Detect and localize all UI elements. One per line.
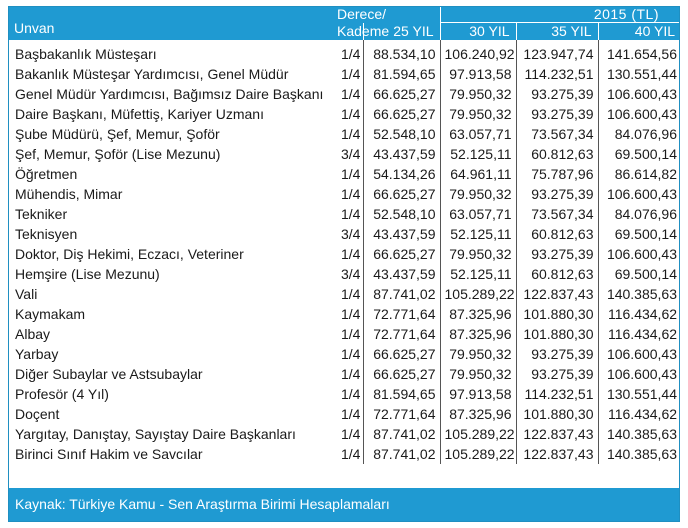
row-derece-kademe: 1/4 [341,406,361,422]
row-value-35-yil: 93.275,39 [516,84,598,104]
row-value-35-yil: 122.837,43 [516,444,598,464]
table-row [9,444,680,464]
row-value-25-yil: 87.741,02 [363,444,440,464]
row-value-35-yil: 93.275,39 [516,184,598,204]
row-value-30-yil: 63.057,71 [440,124,516,144]
row-value-25-yil: 43.437,59 [363,224,440,244]
table-row [9,40,680,64]
row-title: Şube Müdürü, Şef, Memur, Şoför [15,126,220,142]
row-value-40-yil: 84.076,96 [598,124,680,144]
row-value-30-yil: 97.913,58 [440,64,516,84]
table-row [9,424,680,444]
row-value-30-yil: 79.950,32 [440,84,516,104]
row-value-40-yil: 116.434,62 [598,304,680,324]
row-value-35-yil: 101.880,30 [516,404,598,424]
row-derece-kademe: 1/4 [341,86,361,102]
table-row [9,184,680,204]
row-value-35-yil: 73.567,34 [516,204,598,224]
header-col-30: 30 YIL [440,23,516,41]
row-value-35-yil: 122.837,43 [516,284,598,304]
table-header [9,7,680,40]
row-title: Profesör (4 Yıl) [15,386,109,402]
row-derece-kademe: 1/4 [341,426,361,442]
row-value-30-yil: 79.950,32 [440,104,516,124]
table-row [9,364,680,384]
row-value-40-yil: 116.434,62 [598,324,680,344]
salary-table-frame [8,6,680,522]
row-title: Başbakanlık Müsteşarı [15,46,157,62]
row-value-35-yil: 101.880,30 [516,324,598,344]
row-value-40-yil: 106.600,43 [598,344,680,364]
row-value-30-yil: 52.125,11 [440,224,516,244]
row-value-40-yil: 130.551,44 [598,64,680,84]
row-value-35-yil: 60.812,63 [516,224,598,244]
row-title: Mühendis, Mimar [15,186,123,202]
row-value-35-yil: 93.275,39 [516,244,598,264]
row-value-40-yil: 106.600,43 [598,104,680,124]
row-title: Bakanlık Müsteşar Yardımcısı, Genel Müdür [15,66,289,82]
row-title: Doktor, Diş Hekimi, Eczacı, Veteriner [15,246,244,262]
row-title: Daire Başkanı, Müfettiş, Kariyer Uzmanı [15,106,264,122]
row-value-25-yil: 88.534,10 [363,40,440,64]
table-row [9,204,680,224]
row-derece-kademe: 1/4 [341,246,361,262]
table-row [9,404,680,424]
row-value-35-yil: 75.787,96 [516,164,598,184]
table-row [9,384,680,404]
table-row [9,244,680,264]
row-title: Yarbay [15,346,59,362]
row-derece-kademe: 1/4 [341,306,361,322]
row-value-30-yil: 79.950,32 [440,244,516,264]
table-row [9,344,680,364]
table-row [9,144,680,164]
row-value-40-yil: 86.614,82 [598,164,680,184]
row-value-25-yil: 87.741,02 [363,284,440,304]
row-value-35-yil: 93.275,39 [516,104,598,124]
table-row [9,124,680,144]
row-derece-kademe: 1/4 [341,166,361,182]
row-derece-kademe: 1/4 [341,386,361,402]
row-derece-kademe: 1/4 [341,126,361,142]
header-col-25: 25 YIL [363,23,440,41]
row-derece-kademe: 1/4 [341,366,361,382]
row-value-40-yil: 69.500,14 [598,144,680,164]
row-value-35-yil: 114.232,51 [516,384,598,404]
row-value-35-yil: 122.837,43 [516,424,598,444]
row-value-25-yil: 43.437,59 [363,144,440,164]
row-value-25-yil: 72.771,64 [363,324,440,344]
row-value-35-yil: 93.275,39 [516,364,598,384]
row-derece-kademe: 1/4 [341,206,361,222]
table-row [9,104,680,124]
row-title: Albay [15,326,51,342]
row-value-30-yil: 79.950,32 [440,364,516,384]
table-row [9,264,680,284]
row-value-25-yil: 66.625,27 [363,244,440,264]
table-row [9,64,680,84]
row-value-30-yil: 79.950,32 [440,184,516,204]
row-value-35-yil: 114.232,51 [516,64,598,84]
row-title: Kaymakam [15,306,86,322]
row-value-35-yil: 60.812,63 [516,264,598,284]
row-value-25-yil: 43.437,59 [363,264,440,284]
row-derece-kademe: 1/4 [341,186,361,202]
row-value-40-yil: 130.551,44 [598,384,680,404]
row-title: Doçent [15,406,60,422]
source-footer: Kaynak: Türkiye Kamu - Sen Araştırma Birimi Hesaplamaları [9,488,679,521]
row-value-25-yil: 52.548,10 [363,124,440,144]
table-row [9,224,680,244]
header-year: 2015 (TL) [440,7,680,23]
row-value-40-yil: 140.385,63 [598,424,680,444]
row-derece-kademe: 3/4 [341,146,361,162]
row-value-30-yil: 106.240,92 [440,40,516,64]
row-value-35-yil: 101.880,30 [516,304,598,324]
row-title: Birinci Sınıf Hakim ve Savcılar [15,446,203,462]
row-title: Yargıtay, Danıştay, Sayıştay Daire Başkanları [15,426,296,442]
row-derece-kademe: 1/4 [341,66,361,82]
row-value-25-yil: 66.625,27 [363,344,440,364]
row-value-40-yil: 116.434,62 [598,404,680,424]
row-title: Vali [15,286,38,302]
row-value-40-yil: 140.385,63 [598,444,680,464]
row-derece-kademe: 3/4 [341,266,361,282]
row-value-40-yil: 69.500,14 [598,224,680,244]
row-title: Öğretmen [15,166,78,182]
table-row [9,304,680,324]
row-value-30-yil: 63.057,71 [440,204,516,224]
row-derece-kademe: 1/4 [341,106,361,122]
salary-table [9,7,680,464]
row-value-30-yil: 87.325,96 [440,304,516,324]
row-value-30-yil: 79.950,32 [440,344,516,364]
table-body [9,40,680,464]
row-value-25-yil: 87.741,02 [363,424,440,444]
row-value-40-yil: 141.654,56 [598,40,680,64]
header-kademe: Kademe [337,22,390,39]
row-title: Genel Müdür Yardımcısı, Bağımsız Daire Başkanı [15,86,324,102]
row-value-35-yil: 123.947,74 [516,40,598,64]
row-value-25-yil: 66.625,27 [363,364,440,384]
table-row [9,324,680,344]
row-value-40-yil: 106.600,43 [598,364,680,384]
row-value-40-yil: 106.600,43 [598,184,680,204]
row-derece-kademe: 3/4 [341,226,361,242]
row-derece-kademe: 1/4 [341,46,361,62]
row-title: Tekniker [15,206,68,222]
header-unvan: Unvan [14,20,55,36]
row-value-25-yil: 72.771,64 [363,304,440,324]
row-value-30-yil: 105.289,22 [440,444,516,464]
row-value-40-yil: 84.076,96 [598,204,680,224]
row-derece-kademe: 1/4 [341,346,361,362]
row-value-40-yil: 140.385,63 [598,284,680,304]
row-value-25-yil: 81.594,65 [363,384,440,404]
row-value-30-yil: 87.325,96 [440,324,516,344]
row-value-35-yil: 60.812,63 [516,144,598,164]
row-value-30-yil: 87.325,96 [440,404,516,424]
header-col-40: 40 YIL [634,23,676,39]
row-value-35-yil: 73.567,34 [516,124,598,144]
row-value-30-yil: 105.289,22 [440,424,516,444]
row-value-25-yil: 54.134,26 [363,164,440,184]
row-title: Diğer Subaylar ve Astsubaylar [15,366,203,382]
row-value-25-yil: 72.771,64 [363,404,440,424]
row-derece-kademe: 1/4 [341,286,361,302]
row-title: Teknisyen [15,226,78,242]
row-title: Şef, Memur, Şoför (Lise Mezunu) [15,146,221,162]
row-value-30-yil: 52.125,11 [440,144,516,164]
header-col-35: 35 YIL [516,23,598,41]
row-value-30-yil: 105.289,22 [440,284,516,304]
row-value-40-yil: 106.600,43 [598,84,680,104]
row-value-30-yil: 97.913,58 [440,384,516,404]
row-value-25-yil: 66.625,27 [363,184,440,204]
table-row [9,284,680,304]
header-derece: Derece/ [337,6,387,23]
table-row [9,164,680,184]
row-value-25-yil: 66.625,27 [363,104,440,124]
row-derece-kademe: 1/4 [341,446,361,462]
row-value-25-yil: 81.594,65 [363,64,440,84]
table-row [9,84,680,104]
row-value-30-yil: 52.125,11 [440,264,516,284]
row-derece-kademe: 1/4 [341,326,361,342]
row-value-40-yil: 69.500,14 [598,264,680,284]
row-value-35-yil: 93.275,39 [516,344,598,364]
row-value-25-yil: 66.625,27 [363,84,440,104]
row-value-30-yil: 64.961,11 [440,164,516,184]
row-value-25-yil: 52.548,10 [363,204,440,224]
row-value-40-yil: 106.600,43 [598,244,680,264]
row-title: Hemşire (Lise Mezunu) [15,266,160,282]
